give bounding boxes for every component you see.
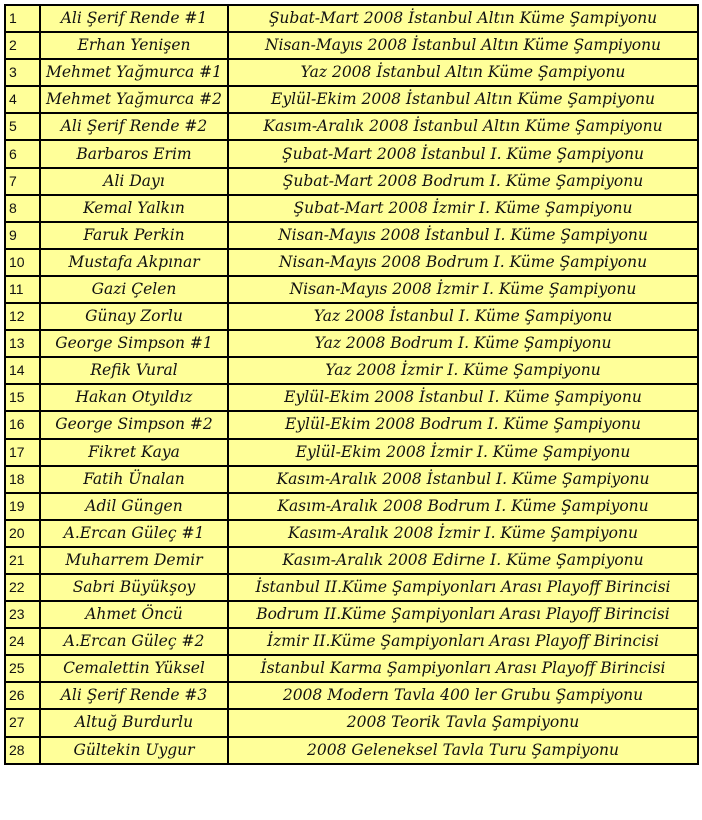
table-row <box>5 195 698 222</box>
championship-title-cell: Eylül-Ekim 2008 Bodrum I. Küme Şampiyonu <box>228 411 698 438</box>
row-number-cell: 15 <box>5 384 40 411</box>
championship-title-cell: Nisan-Mayıs 2008 Bodrum I. Küme Şampiyonu <box>228 249 698 276</box>
row-number-cell: 9 <box>5 222 40 249</box>
player-name-cell: Faruk Perkin <box>40 222 228 249</box>
table-row <box>5 574 698 601</box>
player-name-cell: Adil Güngen <box>40 493 228 520</box>
player-name-cell: Muharrem Demir <box>40 547 228 574</box>
row-number-cell: 20 <box>5 520 40 547</box>
player-name-cell: George Simpson #2 <box>40 411 228 438</box>
row-number-cell: 18 <box>5 466 40 493</box>
row-number-cell: 21 <box>5 547 40 574</box>
player-name-cell: A.Ercan Güleç #2 <box>40 628 228 655</box>
row-number-cell: 16 <box>5 411 40 438</box>
championship-title-cell: Eylül-Ekim 2008 İstanbul I. Küme Şampiyonu <box>228 384 698 411</box>
championship-title-cell: Eylül-Ekim 2008 İzmir I. Küme Şampiyonu <box>228 439 698 466</box>
row-number-cell: 19 <box>5 493 40 520</box>
championship-title-cell: Kasım-Aralık 2008 İstanbul I. Küme Şampiyonu <box>228 466 698 493</box>
table-row <box>5 737 698 764</box>
player-name-cell: Kemal Yalkın <box>40 195 228 222</box>
championship-title-cell: Kasım-Aralık 2008 Edirne I. Küme Şampiyonu <box>228 547 698 574</box>
table-row <box>5 140 698 167</box>
championship-title-cell: Nisan-Mayıs 2008 İstanbul I. Küme Şampiyonu <box>228 222 698 249</box>
row-number-cell: 26 <box>5 682 40 709</box>
table-row <box>5 330 698 357</box>
championship-title-cell: Kasım-Aralık 2008 İzmir I. Küme Şampiyonu <box>228 520 698 547</box>
table-row <box>5 303 698 330</box>
table-row <box>5 655 698 682</box>
row-number-cell: 23 <box>5 601 40 628</box>
championship-title-cell: Nisan-Mayıs 2008 İzmir I. Küme Şampiyonu <box>228 276 698 303</box>
row-number-cell: 14 <box>5 357 40 384</box>
row-number-cell: 2 <box>5 32 40 59</box>
row-number-cell: 28 <box>5 737 40 764</box>
championship-title-cell: Şubat-Mart 2008 İstanbul Altın Küme Şampiyonu <box>228 5 698 32</box>
championship-title-cell: Şubat-Mart 2008 İstanbul I. Küme Şampiyonu <box>228 140 698 167</box>
table-row <box>5 384 698 411</box>
championship-title-cell: 2008 Geleneksel Tavla Turu Şampiyonu <box>228 737 698 764</box>
champions-table-body <box>5 5 698 764</box>
championship-title-cell: Nisan-Mayıs 2008 İstanbul Altın Küme Şampiyonu <box>228 32 698 59</box>
championship-title-cell: Kasım-Aralık 2008 İstanbul Altın Küme Şampiyonu <box>228 113 698 140</box>
row-number-cell: 8 <box>5 195 40 222</box>
player-name-cell: Ali Şerif Rende #3 <box>40 682 228 709</box>
table-row <box>5 276 698 303</box>
championship-title-cell: Şubat-Mart 2008 Bodrum I. Küme Şampiyonu <box>228 168 698 195</box>
player-name-cell: Sabri Büyükşoy <box>40 574 228 601</box>
table-row <box>5 520 698 547</box>
player-name-cell: Ali Şerif Rende #1 <box>40 5 228 32</box>
table-row <box>5 682 698 709</box>
player-name-cell: Cemalettin Yüksel <box>40 655 228 682</box>
player-name-cell: Fikret Kaya <box>40 439 228 466</box>
player-name-cell: Mustafa Akpınar <box>40 249 228 276</box>
player-name-cell: Günay Zorlu <box>40 303 228 330</box>
championship-title-cell: Eylül-Ekim 2008 İstanbul Altın Küme Şampiyonu <box>228 86 698 113</box>
player-name-cell: Hakan Otyıldız <box>40 384 228 411</box>
table-row <box>5 249 698 276</box>
table-row <box>5 466 698 493</box>
table-row <box>5 32 698 59</box>
row-number-cell: 1 <box>5 5 40 32</box>
player-name-cell: Gültekin Uygur <box>40 737 228 764</box>
championship-title-cell: İzmir II.Küme Şampiyonları Arası Playoff Birincisi <box>228 628 698 655</box>
championship-title-cell: Yaz 2008 Bodrum I. Küme Şampiyonu <box>228 330 698 357</box>
championship-title-cell: Yaz 2008 İstanbul I. Küme Şampiyonu <box>228 303 698 330</box>
table-row <box>5 628 698 655</box>
row-number-cell: 5 <box>5 113 40 140</box>
row-number-cell: 6 <box>5 140 40 167</box>
championship-title-cell: Yaz 2008 İzmir I. Küme Şampiyonu <box>228 357 698 384</box>
table-row <box>5 709 698 736</box>
table-row <box>5 86 698 113</box>
row-number-cell: 10 <box>5 249 40 276</box>
championship-title-cell: 2008 Modern Tavla 400 ler Grubu Şampiyonu <box>228 682 698 709</box>
championship-title-cell: İstanbul II.Küme Şampiyonları Arası Playoff Birincisi <box>228 574 698 601</box>
player-name-cell: Fatih Ünalan <box>40 466 228 493</box>
row-number-cell: 3 <box>5 59 40 86</box>
championship-title-cell: Bodrum II.Küme Şampiyonları Arası Playoff Birincisi <box>228 601 698 628</box>
row-number-cell: 22 <box>5 574 40 601</box>
table-row <box>5 601 698 628</box>
championship-title-cell: 2008 Teorik Tavla Şampiyonu <box>228 709 698 736</box>
table-row <box>5 439 698 466</box>
player-name-cell: Barbaros Erim <box>40 140 228 167</box>
table-row <box>5 5 698 32</box>
player-name-cell: Ali Şerif Rende #2 <box>40 113 228 140</box>
player-name-cell: George Simpson #1 <box>40 330 228 357</box>
championship-title-cell: Kasım-Aralık 2008 Bodrum I. Küme Şampiyonu <box>228 493 698 520</box>
table-row <box>5 411 698 438</box>
championship-title-cell: Şubat-Mart 2008 İzmir I. Küme Şampiyonu <box>228 195 698 222</box>
row-number-cell: 13 <box>5 330 40 357</box>
row-number-cell: 4 <box>5 86 40 113</box>
row-number-cell: 7 <box>5 168 40 195</box>
player-name-cell: Gazi Çelen <box>40 276 228 303</box>
row-number-cell: 27 <box>5 709 40 736</box>
player-name-cell: Ali Dayı <box>40 168 228 195</box>
table-row <box>5 113 698 140</box>
player-name-cell: Refik Vural <box>40 357 228 384</box>
table-row <box>5 59 698 86</box>
player-name-cell: Mehmet Yağmurca #1 <box>40 59 228 86</box>
player-name-cell: Altuğ Burdurlu <box>40 709 228 736</box>
table-row <box>5 357 698 384</box>
table-row <box>5 168 698 195</box>
champions-table <box>4 4 699 765</box>
row-number-cell: 11 <box>5 276 40 303</box>
table-row <box>5 493 698 520</box>
player-name-cell: Erhan Yenişen <box>40 32 228 59</box>
table-row <box>5 547 698 574</box>
row-number-cell: 12 <box>5 303 40 330</box>
row-number-cell: 25 <box>5 655 40 682</box>
row-number-cell: 17 <box>5 439 40 466</box>
championship-title-cell: İstanbul Karma Şampiyonları Arası Playoff Birincisi <box>228 655 698 682</box>
table-row <box>5 222 698 249</box>
row-number-cell: 24 <box>5 628 40 655</box>
player-name-cell: Ahmet Öncü <box>40 601 228 628</box>
player-name-cell: A.Ercan Güleç #1 <box>40 520 228 547</box>
championship-title-cell: Yaz 2008 İstanbul Altın Küme Şampiyonu <box>228 59 698 86</box>
player-name-cell: Mehmet Yağmurca #2 <box>40 86 228 113</box>
